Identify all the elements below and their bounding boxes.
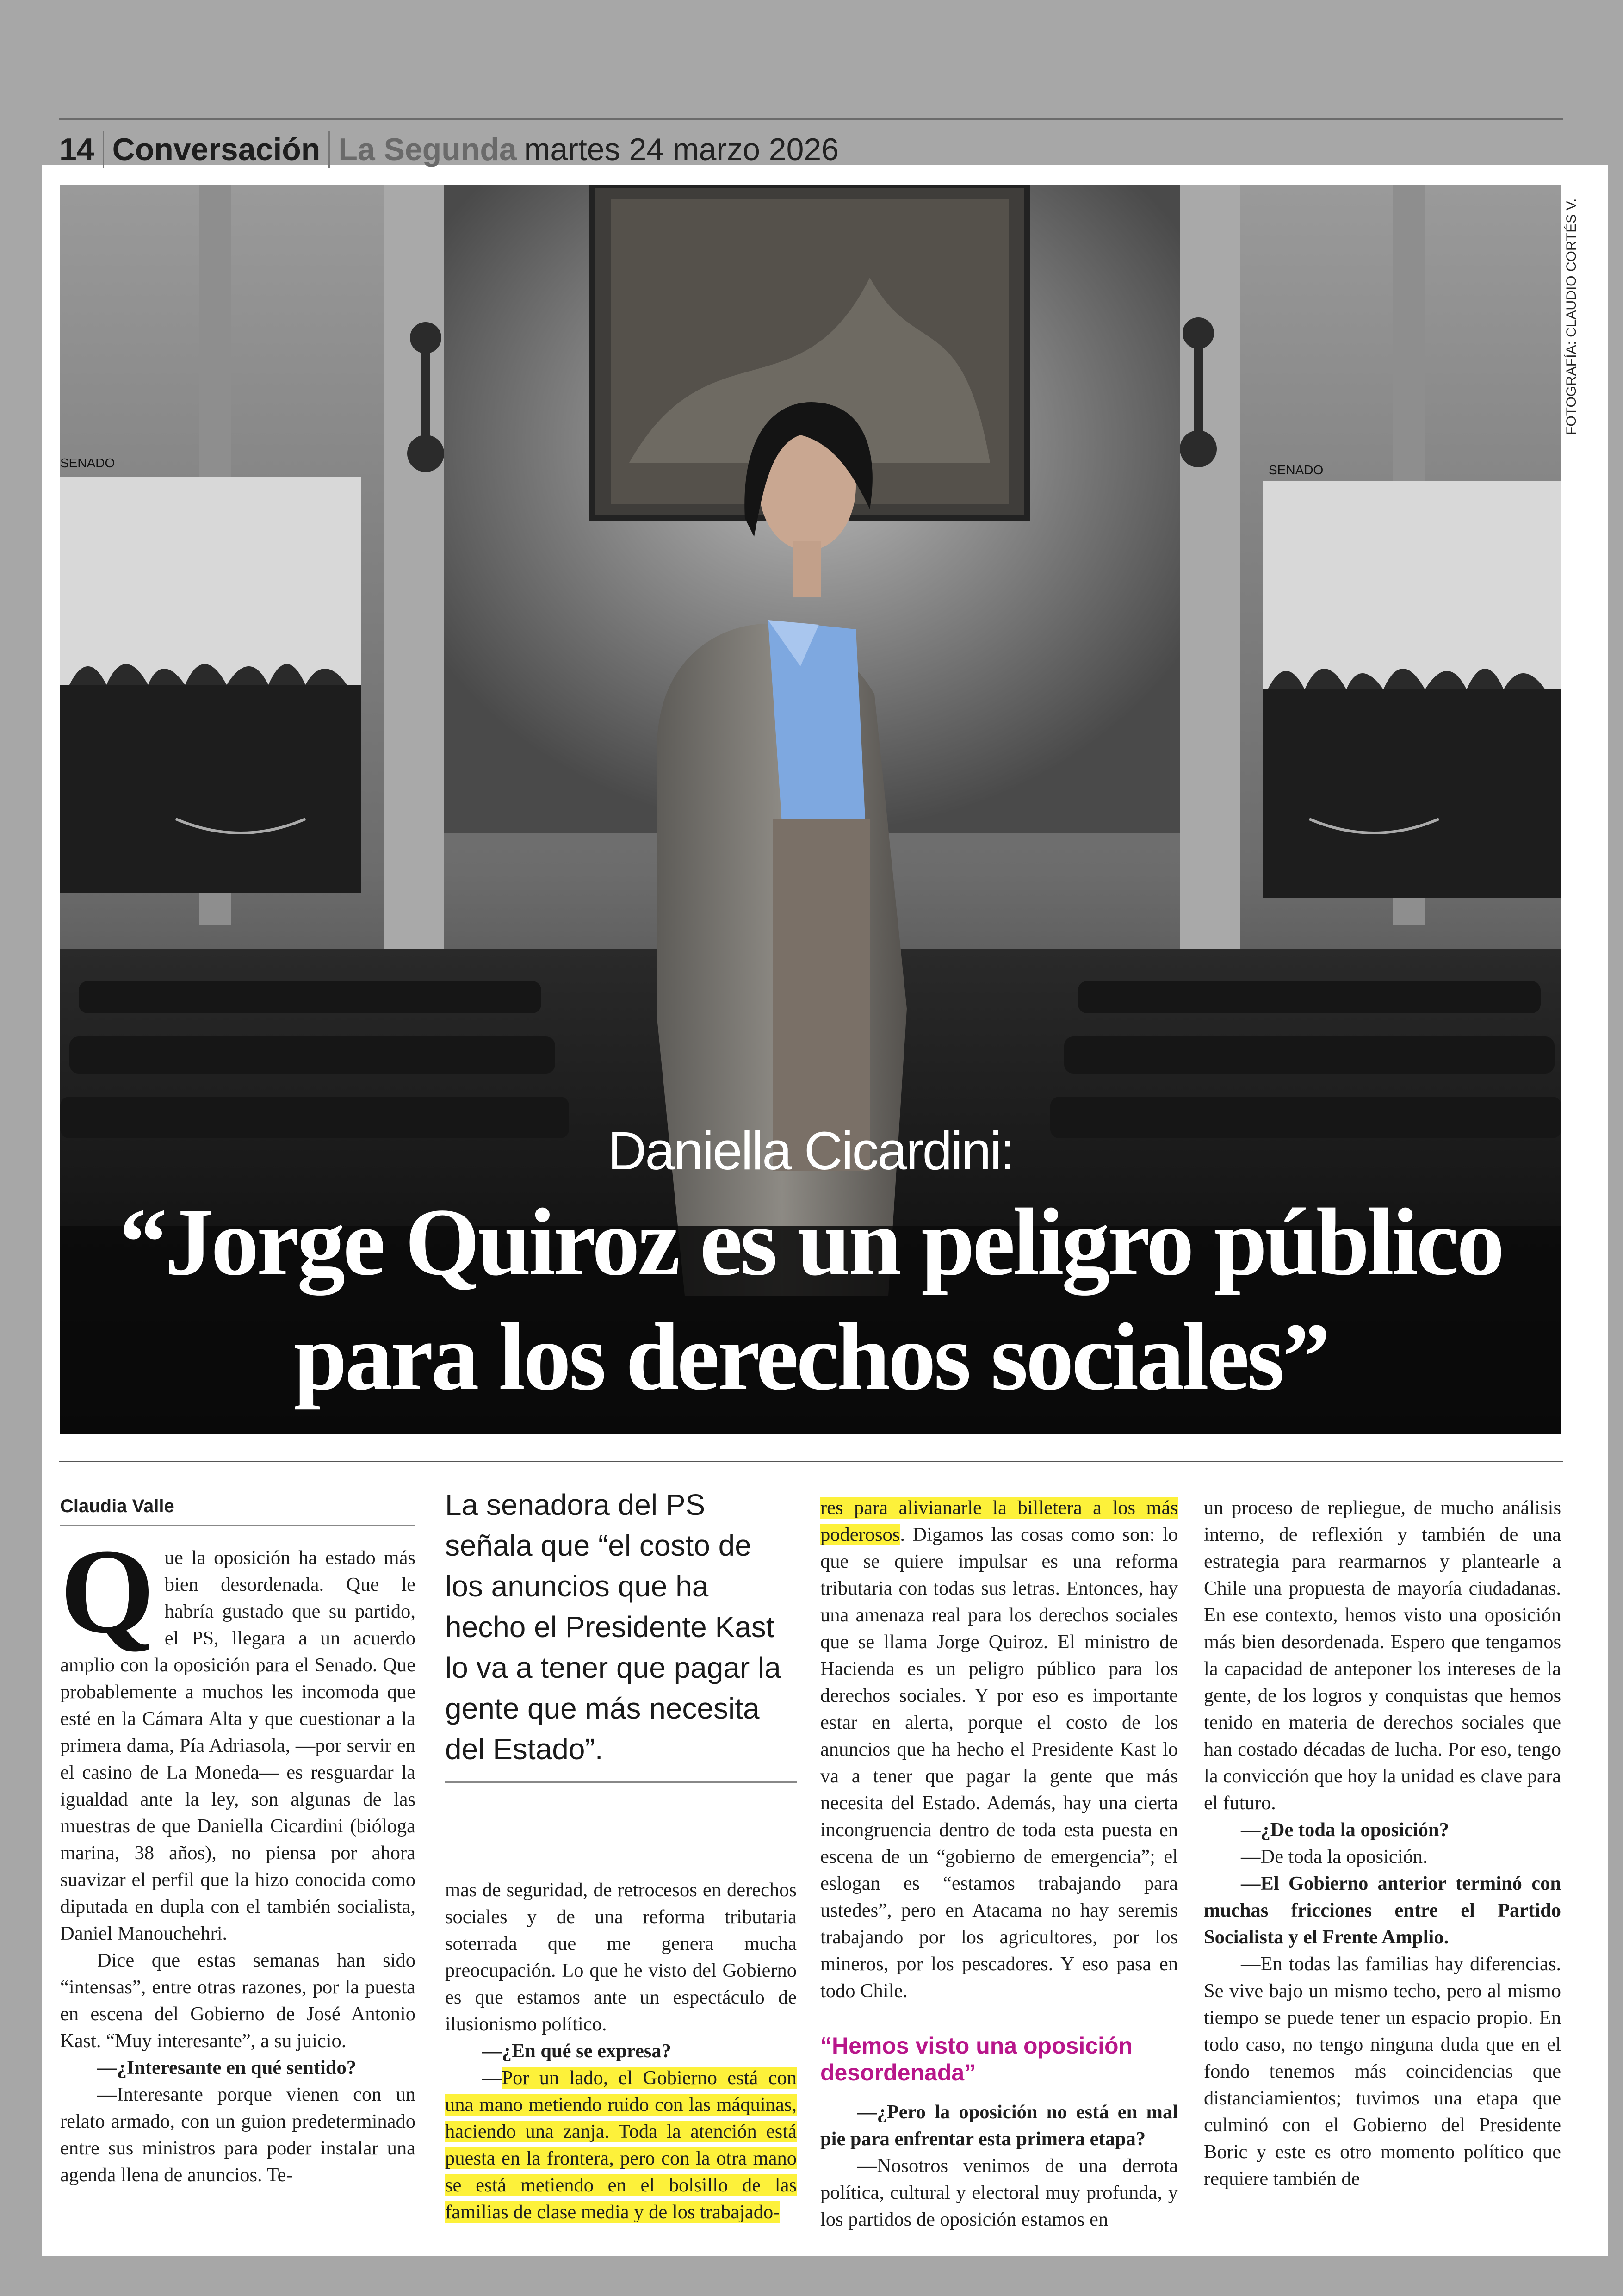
paragraph: mas de seguridad, de retrocesos en derechos sociales y de una reforma tributaria soterrada que me genera mucha preocupación. Lo que he visto del Gobierno es que estamos ante un espectáculo de ilusionismo político. <box>445 1879 797 2035</box>
body-top-rule <box>59 1461 1563 1462</box>
paragraph <box>820 1495 1178 2004</box>
svg-text:SENADO: SENADO <box>60 456 115 470</box>
question: —¿Interesante en qué sentido? <box>97 2057 356 2079</box>
article-column-2 <box>445 1877 797 2226</box>
highlighted-text: res para alivianarle la billetera a los más poderosos <box>820 1497 1178 1545</box>
page-header <box>59 124 839 175</box>
article-column-1 <box>60 1495 415 2189</box>
article-column-4 <box>1204 1495 1561 2192</box>
answer: —De toda la oposición. <box>1241 1846 1428 1868</box>
question: —¿De toda la oposición? <box>1241 1819 1449 1841</box>
answer <box>445 2065 797 2226</box>
question: —¿Pero la oposición no está en mal pie para enfrentar esta primera etapa? <box>820 2101 1178 2150</box>
page-number: 14 <box>59 131 104 168</box>
header-rule <box>59 118 1563 120</box>
interviewee-kicker: Daniella Cicardini: <box>607 1121 1014 1181</box>
question: —¿En qué se expresa? <box>482 2040 671 2062</box>
deck-rule <box>445 1781 797 1783</box>
section-name: Conversación <box>104 131 330 168</box>
answer-dash: — <box>482 2067 502 2089</box>
highlighted-text: Por un lado, el Gobierno está con una mano metiendo ruido con las máquinas, haciendo una zanja. Toda la atención está puesta en la frontera, pero con la otra mano se está metiendo en el bolsillo de las familias de clase media y de los trabajado- <box>445 2067 797 2223</box>
headline: “Jorge Quiroz es un peligro público para los derechos sociales” <box>119 1189 1503 1410</box>
byline: Claudia Valle <box>60 1495 415 1526</box>
deck-quote: La senadora del PS señala que “el costo de los anuncios que ha hecho el Presidente Kast lo va a tener que pagar la gente que más necesita del Estado”. <box>445 1488 781 1766</box>
lead-paragraph <box>60 1524 415 1947</box>
drop-cap: Q <box>60 1524 155 1658</box>
answer: —En todas las familias hay diferencias. Se vive bajo un mismo techo, pero al mismo tiempo se puede tener un espacio propio. En todo caso, no tengo ninguna duda que en el fondo tenemos más coincidencias que distanciamientos; tuvimos una etapa que culminó con el Gobierno del Presidente Boric y este es otro momento político que requiere también de <box>1204 1953 1561 2190</box>
paragraph: un proceso de repliegue, de mucho análisis interno, de reflexión y también de una estrategia para rearmarnos y plantearle a Chile una propuesta de mayoría ciudadanas. En ese contexto, hemos visto una oposición más bien desordenada. Espero que tengamos la capacidad de anteponer los intereses de la gente, de los logros y conquistas que hemos tenido en materia de derechos sociales que han costado décadas de lucha. Por eso, tengo la convicción que hoy la unidad es clave para el futuro. <box>1204 1497 1561 1814</box>
publication-name: La Segunda <box>338 132 517 167</box>
subheading: “Hemos visto una oposición desordenada” <box>820 2033 1133 2085</box>
answer: —Interesante porque vienen con un relato armado, con un guion predeterminado entre sus ministros para poder instalar una agenda llena de anuncios. Te- <box>60 2084 415 2186</box>
answer: —Nosotros venimos de una derrota política, cultural y electoral muy profunda, y los partidos de oposición estamos en <box>820 2155 1178 2230</box>
svg-text:SENADO: SENADO <box>1269 463 1324 477</box>
issue-date: martes 24 marzo 2026 <box>524 132 839 167</box>
article-column-3 <box>820 1495 1178 2233</box>
photo-credit: FOTOGRAFÍA: CLAUDIO CORTÉS V. <box>1564 198 1579 435</box>
lead-text: ue la oposición ha estado más bien desordenada. Que le habría gustado que su partido, el PS, llegara a un acuerdo amplio con la oposición para el Senado. Que probablemente a muchos les incomoda que esté en la Cámara Alta y que cuestionar a la primera dama, Pía Adriasola, —por servir en el casino de La Moneda— es resguardar la igualdad ante la ley, son algunas de las muestras de que Daniella Cicardini (bióloga marina, 38 años), no piensa por ahora suavizar el perfil que la hizo conocida como diputada en dupla con el también socialista, Daniel Manouchehri. <box>60 1547 415 1944</box>
paragraph-text: . Digamos las cosas como son: lo que se quiere impulsar es una reforma tributaria con todas sus letras. Entonces, hay una amenaza real para los derechos sociales que se llama Jorge Quiroz. El ministro de Hacienda es un peligro público para los derechos sociales. Y por eso es importante estar en alerta, porque el costo de los anuncios que ha hecho el Presidente Kast lo va a tener que pagar la gente que más necesita del Estado. Además, hay una cierta incongruencia dentro de toda esta puesta en escena de un “gobierno de emergencia”; el eslogan es “estamos trabajando para ustedes”, pero en Atacama no hay seremis trabajando por los agricultores, por los mineros, por los pescadores. Y eso pasa en todo Chile. <box>820 1524 1178 2002</box>
question: —El Gobierno anterior terminó con muchas fricciones entre el Partido Socialista y el Frente Amplio. <box>1204 1873 1561 1948</box>
paragraph: Dice que estas semanas han sido “intensas”, entre otras razones, por la puesta en escena del Gobierno de José Antonio Kast. “Muy interesante”, a su juicio. <box>60 1949 415 2052</box>
